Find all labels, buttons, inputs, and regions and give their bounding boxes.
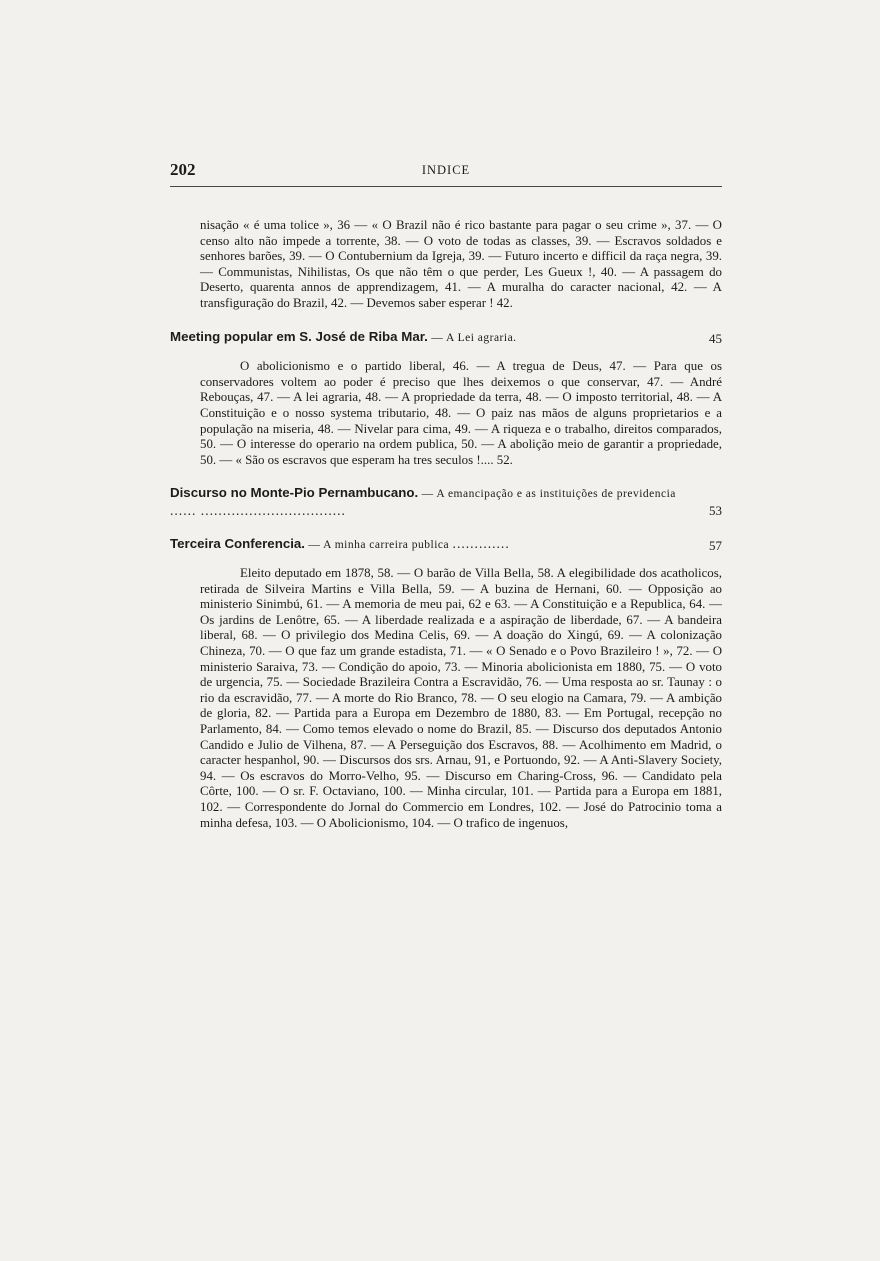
- entry-leader-dots: .............: [452, 535, 510, 551]
- index-entry-discurso: [170, 485, 722, 518]
- entry-summary: Eleito deputado em 1878, 58. — O barão de Villa Bella, 58. A elegibilidade dos acatholicos, retirada de Silveira Martins e Villa Bella, 59. — A buzina de Hernani, 60. — Opposição ao ministerio Sinimbú, 61. — A memoria de meu pai, 62 e 63. — A Constituição e a Republica, 64. — Os jardins de Lenôtre, 65. — A liberdade realizada e a aspiração de liberdade, 67. — A bandeira liberal, 68. — O privilegio dos Medina Celis, 69. — A doação do Xingú, 69. — A colonização Chineza, 70. — O que faz um grande estadista, 71. — « O Senado e o Povo Brazileiro ! », 72. — O ministerio Saraiva, 73. — Condição do apoio, 73. — Minoria abolicionista em 1880, 75. — O voto de urgencia, 75. — Sociedade Brazileira Contra a Escravidão, 76. — Uma resposta ao sr. Taunay : o rio da escravidão, 77. — A morte do Rio Branco, 78. — O seu elogio na Camara, 79. — A ambição de gloria, 82. — Partida para a Europa em Dezembro de 1880, 83. — Em Portugal, recepção no Parlamento, 84. — Como temos elevado o nome do Brazil, 85. — Discurso dos deputados Antonio Candido e Julio de Vilhena, 87. — A Perseguição dos Escravos, 88. — Acolhimento em Madrid, o caracter hespanhol, 90. — Discursos dos srs. Arnau, 91, e Portuondo, 92. — A Anti-Slavery Society, 94. — Os escravos do Morro-Velho, 95. — Discurso em Charing-Cross, 96. — Candidato pela Côrte, 100. — O sr. F. Octaviano, 100. — Minha circular, 101. — Partida para a Europa em 1881, 102. — Correspondente do Jornal do Commercio em Londres, 102. — José do Patrocinio toma a minha defesa, 103. — O Abolicionismo, 104. — O trafico de ingenuos,: [200, 566, 722, 830]
- entry-summary: O abolicionismo e o partido liberal, 46. — A tregua de Deus, 47. — Para que os conservadores voltem ao poder é preciso que lhes deixemos o que conservar, 47. — André Rebouças, 47. — A lei agraria, 48. — A propriedade da terra, 48. — O imposto territorial, 48. — A Constituição e o nosso systema tributario, 48. — O paiz nas mãos de alguns proprietarios e a população na miseria, 48. — Nivelar para cima, 49. — A riqueza e o trabalho, direitos comparados, 50. — O interesse do operario na ordem publica, 50. — A abolição meio de garantir a propriedade, 50. — « São os escravos que esperam ha tres seculos !.... 52.: [200, 359, 722, 467]
- index-entry-terceira-conferencia: [170, 536, 722, 554]
- entry-page-number: 53: [709, 502, 722, 518]
- entry-subtitle: — A Lei agraria.: [431, 331, 517, 344]
- continued-summary: nisação « é uma tolice », 36 — « O Brazil não é rico bastante para pagar o seu crime », 37. — O censo alto não impede a torrente, 38. — O voto de todas as classes, 39. — Escravos soldados e senhores barões, 39. — O Contubernium da Igreja, 39. — Futuro incerto e difficil da raça negra, 39. — Communistas, Nihilistas, Os que não têm o que perder, Les Gueux !, 40. — A passagem do Deserto, quarenta annos de apprendizagem, 41. — A muralha do caracter nacional, 42. — A transfiguração do Brazil, 42. — Devemos saber esperar ! 42.: [200, 218, 722, 310]
- index-content: [170, 218, 722, 831]
- entry-leader-dots: ...... .................................: [170, 502, 346, 518]
- entry-title: Discurso no Monte-Pio Pernambucano.: [170, 485, 419, 501]
- entry-subtitle: — A emancipação e as instituições de previdencia: [421, 488, 676, 501]
- page-number: 202: [170, 160, 196, 179]
- entry-page-number: 45: [709, 330, 722, 346]
- entry-page-number: 57: [709, 537, 722, 553]
- index-entry-meeting: [170, 329, 722, 347]
- entry-title: Terceira Conferencia.: [170, 535, 305, 551]
- running-title: INDICE: [421, 163, 471, 177]
- page-header: [170, 160, 722, 187]
- entry-subtitle: — A minha carreira publica: [308, 538, 450, 551]
- entry-title: Meeting popular em S. José de Riba Mar.: [170, 328, 428, 344]
